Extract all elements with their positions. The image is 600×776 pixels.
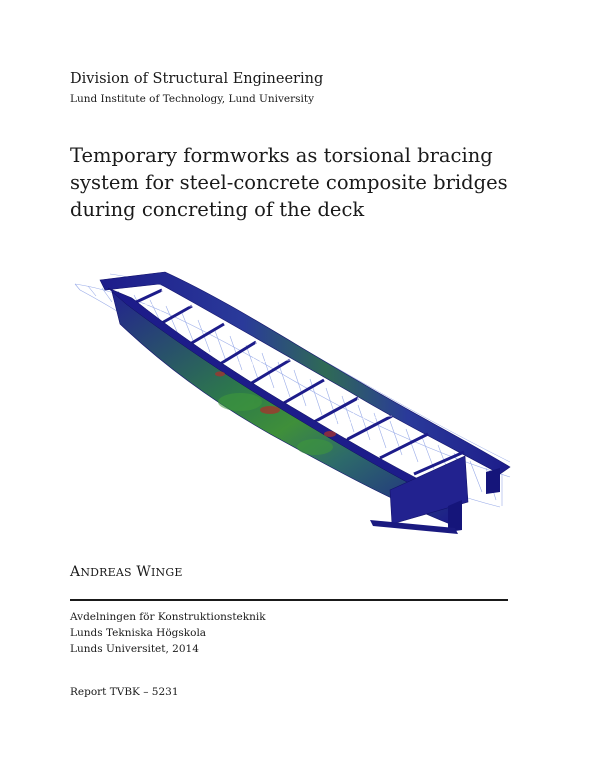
author-name (70, 563, 183, 582)
institute-name: Lund Institute of Technology, Lund University (70, 93, 315, 105)
affiliation-block (70, 609, 266, 657)
author-first-initial: A (70, 564, 81, 580)
near-girder-flange (108, 288, 456, 504)
title-line: Temporary formworks as torsional bracing (70, 144, 493, 167)
title-line: during concreting of the deck (70, 198, 365, 221)
author-last-initial: W (136, 564, 151, 580)
author-first-rest: NDREAS (80, 566, 132, 579)
report-number: Report TVBK – 5231 (70, 686, 179, 698)
affiliation-line: Lunds Tekniska Högskola (70, 627, 207, 639)
horizontal-rule (70, 599, 508, 601)
affiliation-line: Lunds Universitet, 2014 (70, 643, 199, 655)
bridge-fe-model-figure (70, 262, 515, 537)
document-title (70, 142, 540, 223)
title-line: system for steel-concrete composite bridges (70, 171, 508, 194)
author-last-rest: INGE (151, 566, 183, 579)
far-end-stiffener (486, 468, 500, 494)
affiliation-line: Avdelningen för Konstruktionsteknik (70, 611, 266, 623)
division-name: Division of Structural Engineering (70, 71, 324, 87)
